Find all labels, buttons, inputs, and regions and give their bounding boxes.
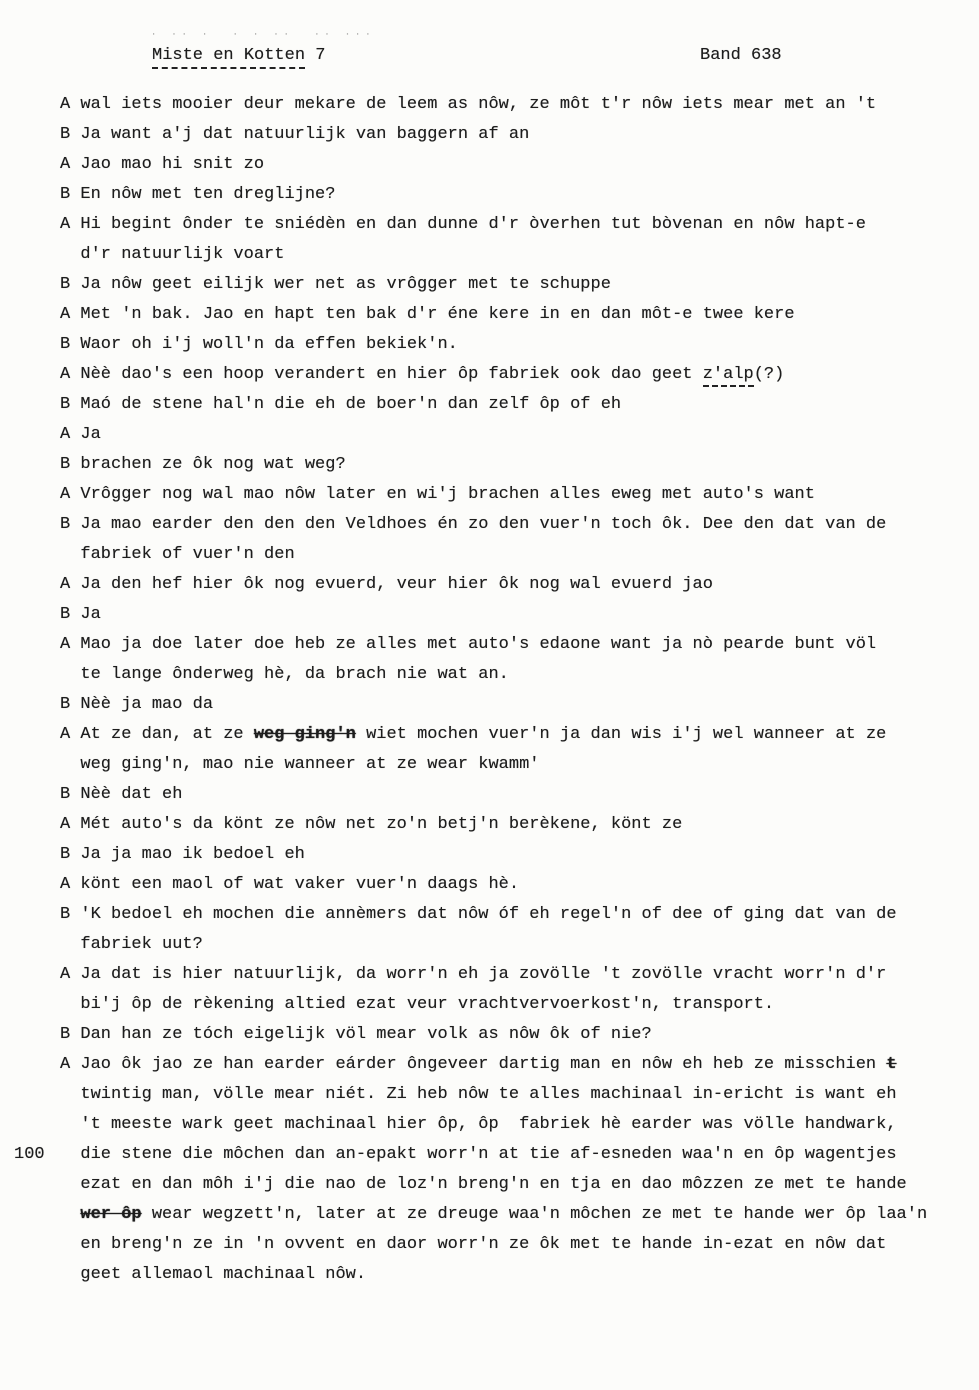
speaker-label bbox=[60, 245, 80, 264]
speaker-label bbox=[60, 545, 80, 564]
transcript-line bbox=[60, 600, 963, 630]
line-text: Maó de stene hal'n die eh de boer'n dan zelf ôp of eh bbox=[80, 395, 622, 414]
line-text: wiet mochen vuer'n ja dan wis i'j wel wanneer at ze bbox=[355, 725, 887, 744]
transcript-line bbox=[60, 690, 963, 720]
transcript-line bbox=[14, 1140, 963, 1170]
line-text: d'r natuurlijk voart bbox=[80, 245, 285, 264]
speaker-label: A bbox=[60, 815, 81, 834]
line-text: geet allemaol machinaal nôw. bbox=[80, 1265, 367, 1284]
speaker-label: B bbox=[60, 395, 81, 414]
transcript-line bbox=[60, 720, 963, 750]
page-title-underlined-text: Miste en Kotten bbox=[152, 46, 305, 69]
transcript-line bbox=[60, 1110, 963, 1140]
transcript-line bbox=[60, 1020, 963, 1050]
speaker-label bbox=[60, 1265, 80, 1284]
page-header bbox=[60, 46, 963, 86]
line-text: bi'j ôp de rèkening altied ezat veur vrachtvervoerkost'n, transport. bbox=[80, 995, 775, 1014]
transcript-line bbox=[60, 1260, 963, 1290]
line-text: fabriek uut? bbox=[80, 935, 203, 954]
transcript-line bbox=[60, 990, 963, 1020]
line-text: Ja bbox=[80, 425, 101, 444]
speaker-label: A bbox=[60, 725, 81, 744]
transcript-line bbox=[60, 150, 963, 180]
transcript-line bbox=[60, 780, 963, 810]
transcript-line bbox=[60, 1230, 963, 1260]
transcript-line bbox=[60, 240, 963, 270]
speaker-label bbox=[60, 1145, 80, 1164]
speaker-label: A bbox=[60, 425, 81, 444]
speaker-label: B bbox=[60, 185, 81, 204]
transcript-line bbox=[60, 90, 963, 120]
line-text: Ja dat is hier natuurlijk, da worr'n eh ja zovölle 't zovölle vracht worr'n d'r bbox=[80, 965, 887, 984]
speaker-label: A bbox=[60, 485, 81, 504]
line-text: en breng'n ze in 'n ovvent en daor worr'n ze ôk met te hande in-ezat en nôw dat bbox=[80, 1235, 887, 1254]
speaker-label: B bbox=[60, 695, 81, 714]
line-text: wear wegzett'n, later at ze dreuge waa'n môchen ze met te hande wer ôp laa'n bbox=[141, 1205, 928, 1224]
transcript-line bbox=[60, 210, 963, 240]
speaker-label: B bbox=[60, 785, 81, 804]
transcript-line bbox=[60, 660, 963, 690]
struck-out-text: weg ging'n bbox=[253, 725, 356, 744]
transcript-line bbox=[60, 570, 963, 600]
speaker-label: B bbox=[60, 455, 81, 474]
line-text: Nèè dat eh bbox=[80, 785, 183, 804]
transcript-line bbox=[60, 180, 963, 210]
line-text: Nèè dao's een hoop verandert en hier ôp fabriek ook dao geet bbox=[80, 365, 703, 384]
speaker-label bbox=[60, 1085, 80, 1104]
transcript-line bbox=[60, 360, 963, 390]
transcript-line bbox=[60, 1170, 963, 1200]
speaker-label: A bbox=[60, 965, 81, 984]
line-text: Ja want a'j dat natuurlijk van baggern af an bbox=[80, 125, 530, 144]
speaker-label: B bbox=[60, 125, 81, 144]
transcript-line bbox=[60, 270, 963, 300]
line-text: die stene die môchen dan an-epakt worr'n at tie af-esneden waa'n en ôp wagentjes bbox=[80, 1145, 897, 1164]
line-text: Hi begint ônder te sniédèn en dan dunne d'r òverhen tut bòvenan en nôw hapt-e bbox=[80, 215, 866, 234]
line-text: Met 'n bak. Jao en hapt ten bak d'r éne kere in en dan môt-e twee kere bbox=[80, 305, 795, 324]
line-text: 't meeste wark geet machinaal hier ôp, ôp fabriek hè earder was völle handwark, bbox=[80, 1115, 897, 1134]
speaker-label: A bbox=[60, 155, 81, 174]
transcript-line bbox=[60, 810, 963, 840]
transcript-line bbox=[60, 750, 963, 780]
transcript-line bbox=[60, 300, 963, 330]
line-text: Nèè ja mao da bbox=[80, 695, 214, 714]
line-text: Mét auto's da könt ze nôw net zo'n betj'n berèkene, könt ze bbox=[80, 815, 683, 834]
transcript-line bbox=[60, 120, 963, 150]
transcript-line bbox=[60, 330, 963, 360]
speaker-label: A bbox=[60, 875, 81, 894]
underlined-text: z'alp bbox=[703, 365, 754, 387]
line-text: Ja den hef hier ôk nog evuerd, veur hier ôk nog wal evuerd jao bbox=[80, 575, 713, 594]
transcript-line bbox=[60, 1050, 963, 1080]
transcript-line bbox=[60, 960, 963, 990]
line-text: (?) bbox=[753, 365, 785, 384]
speaker-label: A bbox=[60, 1055, 81, 1074]
speaker-label: B bbox=[60, 335, 81, 354]
page-title-number: 7 bbox=[305, 46, 326, 65]
line-text: weg ging'n, mao nie wanneer at ze wear kwamm' bbox=[80, 755, 540, 774]
speaker-label bbox=[60, 1175, 80, 1194]
speaker-label: A bbox=[60, 635, 81, 654]
line-text: könt een maol of wat vaker vuer'n daags hè. bbox=[80, 875, 520, 894]
bleed-through-marks: ˙ ˙˙ ˙ ˙ ˙ ˙˙ ˙˙ ˙˙˙ bbox=[150, 32, 375, 46]
speaker-label: B bbox=[60, 275, 81, 294]
speaker-label: B bbox=[60, 905, 81, 924]
speaker-label: A bbox=[60, 215, 81, 234]
transcript-line bbox=[60, 480, 963, 510]
transcript-line bbox=[60, 540, 963, 570]
transcript-line bbox=[60, 630, 963, 660]
speaker-label bbox=[60, 935, 80, 954]
transcript-line bbox=[60, 870, 963, 900]
speaker-label: B bbox=[60, 515, 81, 534]
line-text: te lange ônderweg hè, da brach nie wat an. bbox=[80, 665, 509, 684]
line-text: Ja mao earder den den den Veldhoes én zo den vuer'n toch ôk. Dee den dat van de bbox=[80, 515, 887, 534]
line-text: ezat en dan môh i'j die nao de loz'n breng'n en tja en dao môzzen ze met te hande bbox=[80, 1175, 907, 1194]
transcript-line bbox=[60, 930, 963, 960]
page-title bbox=[152, 46, 325, 65]
transcript-line bbox=[60, 390, 963, 420]
speaker-label bbox=[60, 665, 80, 684]
transcript-line bbox=[60, 840, 963, 870]
transcript-line bbox=[60, 510, 963, 540]
line-text: Ja ja mao ik bedoel eh bbox=[80, 845, 305, 864]
line-text: twintig man, völle mear niét. Zi heb nôw te alles machinaal in-ericht is want eh bbox=[80, 1085, 897, 1104]
line-text: Ja bbox=[80, 605, 101, 624]
line-text: fabriek of vuer'n den bbox=[80, 545, 295, 564]
line-text: 'K bedoel eh mochen die annèmers dat nôw óf eh regel'n of dee of ging dat van de bbox=[80, 905, 897, 924]
margin-page-number: 100 bbox=[14, 1145, 45, 1164]
line-text: Jao mao hi snit zo bbox=[80, 155, 265, 174]
line-text: Vrôgger nog wal mao nôw later en wi'j brachen alles eweg met auto's want bbox=[80, 485, 815, 504]
speaker-label: A bbox=[60, 575, 81, 594]
line-text: En nôw met ten dreglijne? bbox=[80, 185, 336, 204]
speaker-label: B bbox=[60, 605, 81, 624]
speaker-label: B bbox=[60, 1025, 81, 1044]
line-text: At ze dan, at ze bbox=[80, 725, 254, 744]
speaker-label: A bbox=[60, 95, 81, 114]
speaker-label bbox=[60, 1115, 80, 1134]
speaker-label: A bbox=[60, 365, 81, 384]
speaker-label bbox=[60, 1235, 80, 1254]
transcript-line bbox=[60, 450, 963, 480]
speaker-label: B bbox=[60, 845, 81, 864]
speaker-label: A bbox=[60, 305, 81, 324]
line-text: Dan han ze tóch eigelijk völ mear volk as nôw ôk of nie? bbox=[80, 1025, 652, 1044]
line-text: Waor oh i'j woll'n da effen bekiek'n. bbox=[80, 335, 458, 354]
line-text: Jao ôk jao ze han earder eárder ôngeveer dartig man en nôw eh heb ze misschien bbox=[80, 1055, 887, 1074]
transcript-line bbox=[60, 420, 963, 450]
transcript-line bbox=[60, 1080, 963, 1110]
transcript-line bbox=[60, 900, 963, 930]
speaker-label bbox=[60, 1205, 80, 1224]
line-text: wal iets mooier deur mekare de leem as nôw, ze môt t'r nôw iets mear met an 't bbox=[80, 95, 877, 114]
struck-out-text: wer ôp bbox=[80, 1205, 142, 1224]
struck-out-text: t bbox=[886, 1055, 897, 1074]
transcript bbox=[14, 90, 963, 1290]
page-content bbox=[14, 32, 963, 1290]
speaker-label bbox=[60, 995, 80, 1014]
line-text: Mao ja doe later doe heb ze alles met auto's edaone want ja nò pearde bunt völ bbox=[80, 635, 877, 654]
line-text: Ja nôw geet eilijk wer net as vrôgger met te schuppe bbox=[80, 275, 611, 294]
speaker-label bbox=[60, 755, 80, 774]
band-label: Band 638 bbox=[700, 46, 782, 65]
transcript-line bbox=[60, 1200, 963, 1230]
line-text: brachen ze ôk nog wat weg? bbox=[80, 455, 346, 474]
